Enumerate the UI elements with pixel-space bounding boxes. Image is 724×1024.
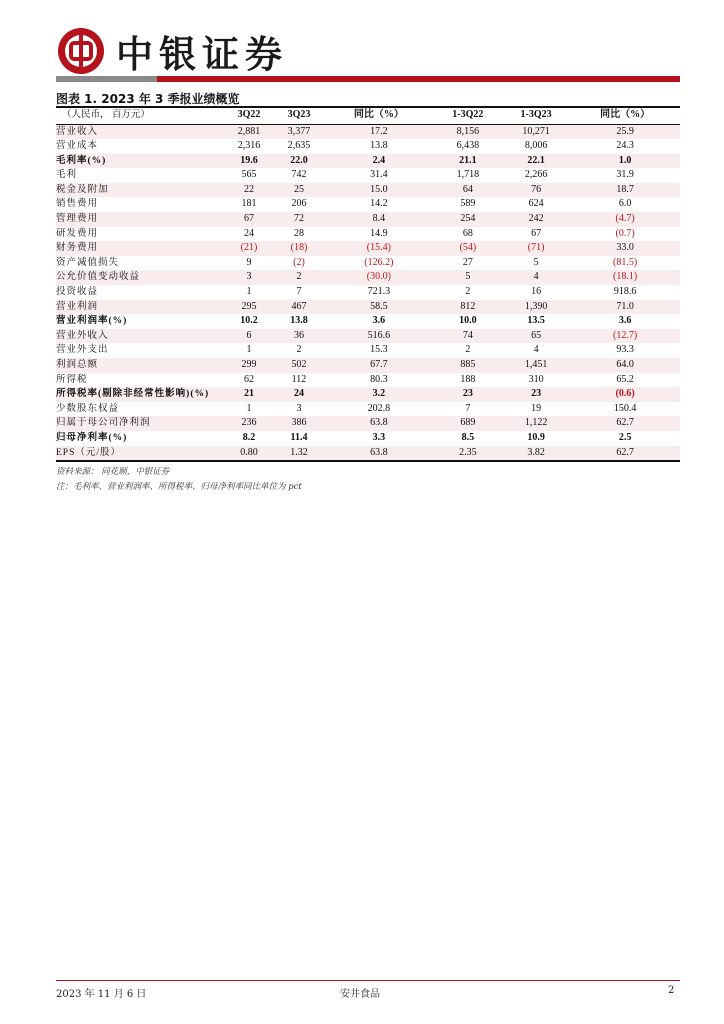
table-cell: 386 — [291, 417, 307, 429]
table-cell: 62 — [243, 373, 254, 385]
table-cell: 15.3 — [370, 344, 388, 356]
table-cell: 67 — [243, 213, 254, 225]
row-label: 所得税 — [56, 374, 88, 385]
row-label: 财务费用 — [56, 243, 99, 254]
table-cell: 62.7 — [616, 417, 634, 429]
table-header-row — [56, 108, 680, 124]
table-cell: 22 — [243, 183, 254, 195]
table-cell: 16 — [531, 286, 542, 298]
table-cell: 5 — [465, 271, 471, 283]
table-cell: 68 — [462, 227, 473, 239]
table-cell: 3,377 — [287, 125, 311, 137]
table-cell: 28 — [293, 227, 304, 239]
table-row — [56, 329, 680, 344]
table-cell: 1,390 — [524, 300, 548, 312]
table-cell: 25 — [293, 183, 304, 195]
table-cell: 3.3 — [372, 431, 386, 443]
table-cell: 0.80 — [240, 446, 258, 458]
table-cell: 6.0 — [618, 198, 632, 210]
table-cell: 63.8 — [370, 446, 388, 458]
table-cell: 295 — [241, 300, 257, 312]
table-cell: 2 — [465, 286, 471, 298]
table-cell: 1.0 — [618, 154, 632, 166]
table-cell: 10.9 — [527, 431, 545, 443]
table-cell: 25.9 — [616, 125, 634, 137]
table-cell: 188 — [460, 373, 476, 385]
table-cell: 2,316 — [237, 140, 261, 152]
table-cell: 1 — [246, 402, 252, 414]
table-row — [56, 416, 680, 431]
table-row — [56, 227, 680, 242]
table-bottom-rule — [56, 460, 680, 462]
table-cell: 63.8 — [370, 417, 388, 429]
table-cell: 10,271 — [522, 125, 550, 137]
table-cell: (2) — [293, 256, 305, 268]
table-cell: 74 — [462, 329, 473, 341]
column-header: （人民币， 百万元） — [62, 110, 150, 121]
table-cell: 22.1 — [527, 154, 545, 166]
table-row — [56, 387, 680, 402]
table-cell: 31.4 — [370, 169, 388, 181]
table-title: 图表 1. 2023 年 3 季报业绩概览 — [56, 92, 240, 106]
table-cell: 2.35 — [459, 446, 477, 458]
table-cell: 11.4 — [290, 431, 308, 443]
table-row — [56, 285, 680, 300]
table-cell: 2,635 — [287, 140, 311, 152]
column-header: 3Q23 — [287, 109, 311, 121]
row-label: 营业收入 — [56, 126, 99, 137]
table-row — [56, 197, 680, 212]
table-cell: (54) — [459, 242, 477, 254]
table-cell: 72 — [293, 213, 304, 225]
table-cell: 19 — [531, 402, 542, 414]
table-row — [56, 241, 680, 256]
table-cell: 62.7 — [616, 446, 634, 458]
table-cell: 67 — [531, 227, 542, 239]
table-cell: 58.5 — [370, 300, 388, 312]
column-header: 同比（%） — [353, 109, 404, 121]
row-label: 归母净利率(%) — [56, 432, 128, 443]
table-row — [56, 168, 680, 183]
table-cell: 918.6 — [613, 286, 637, 298]
table-cell: 467 — [291, 300, 307, 312]
row-label: 公允价值变动收益 — [56, 272, 141, 283]
table-cell: 13.5 — [527, 315, 545, 327]
table-cell: 6 — [246, 329, 252, 341]
row-label: 税金及附加 — [56, 184, 109, 195]
table-cell: 3.82 — [527, 446, 545, 458]
table-cell: 236 — [241, 417, 257, 429]
table-row — [56, 446, 680, 461]
table-cell: 33.0 — [616, 242, 634, 254]
table-cell: 2,266 — [524, 169, 548, 181]
row-label: 营业外支出 — [56, 345, 109, 356]
table-cell: 8,156 — [456, 125, 480, 137]
table-cell: 21.1 — [459, 154, 477, 166]
table-cell: 1,122 — [524, 417, 548, 429]
row-label: 销售费用 — [56, 199, 99, 210]
table-cell: 4 — [533, 344, 539, 356]
table-cell: 15.0 — [370, 183, 388, 195]
table-cell: 6,438 — [456, 140, 480, 152]
table-row — [56, 124, 680, 139]
table-cell: (4.7) — [615, 213, 635, 225]
table-cell: 14.9 — [370, 227, 388, 239]
table-cell: 17.2 — [370, 125, 388, 137]
table-row — [56, 314, 680, 329]
table-row — [56, 431, 680, 446]
table-cell: (12.7) — [613, 329, 638, 341]
table-cell: 589 — [460, 198, 476, 210]
table-cell: 7 — [296, 286, 302, 298]
table-cell: 31.9 — [616, 169, 634, 181]
table-cell: 721.3 — [367, 286, 391, 298]
table-cell: 742 — [291, 169, 307, 181]
table-cell: 10.2 — [240, 315, 258, 327]
table-cell: 27 — [462, 256, 473, 268]
header-divider-gray — [56, 76, 157, 82]
table-cell: 36 — [293, 329, 304, 341]
brand-name: 中银证券 — [116, 33, 288, 76]
table-cell: 3.6 — [618, 315, 632, 327]
row-label: 少数股东权益 — [56, 403, 120, 414]
table-cell: 624 — [528, 198, 544, 210]
table-cell: 1.32 — [290, 446, 308, 458]
table-row — [56, 358, 680, 373]
table-cell: (15.4) — [366, 242, 391, 254]
table-row — [56, 343, 680, 358]
table-cell: 1 — [246, 286, 252, 298]
table-cell: 19.6 — [240, 154, 258, 166]
footer-divider — [56, 980, 680, 981]
row-label: 投资收益 — [56, 287, 99, 298]
row-label: 毛利率(%) — [56, 155, 107, 166]
table-cell: 93.3 — [616, 344, 634, 356]
table-cell: 8.5 — [461, 431, 475, 443]
table-cell: 80.3 — [370, 373, 388, 385]
table-cell: 2 — [465, 344, 471, 356]
table-cell: 502 — [291, 359, 307, 370]
table-cell: 150.4 — [613, 402, 637, 414]
table-cell: 8.2 — [242, 431, 256, 443]
table-cell: 76 — [531, 183, 542, 195]
table-cell: 14.2 — [370, 198, 388, 210]
earnings-table — [56, 108, 680, 460]
row-label: 营业成本 — [56, 141, 99, 152]
bank-of-china-logo-icon — [56, 26, 106, 76]
column-header: 1-3Q23 — [520, 109, 552, 121]
table-cell: 689 — [460, 417, 476, 429]
row-label: 利润总额 — [56, 360, 99, 370]
row-label: 归属于母公司净利润 — [56, 418, 151, 429]
table-row — [56, 373, 680, 388]
table-cell: 64.0 — [616, 359, 634, 370]
table-cell: 516.6 — [367, 329, 391, 341]
row-label: 管理费用 — [56, 214, 99, 225]
table-cell: 3.6 — [372, 315, 386, 327]
table-row — [56, 300, 680, 315]
table-cell: 24.3 — [616, 140, 634, 152]
table-row — [56, 256, 680, 271]
column-header: 3Q22 — [237, 109, 261, 121]
row-label: 所得税率(剔除非经常性影响)(%) — [56, 389, 210, 400]
table-cell: 242 — [528, 213, 544, 225]
table-cell: 71.0 — [616, 300, 634, 312]
table-cell: 2,881 — [237, 125, 261, 137]
table-cell: 206 — [291, 198, 307, 210]
table-cell: 67.7 — [370, 359, 388, 370]
table-cell: 13.8 — [290, 315, 308, 327]
column-header: 同比（%） — [600, 109, 651, 121]
table-cell: 1,718 — [456, 169, 480, 181]
table-cell: 24 — [293, 388, 304, 400]
table-row — [56, 270, 680, 285]
table-cell: 21 — [243, 388, 254, 400]
table-cell: 2.5 — [618, 431, 632, 443]
table-cell: 8,006 — [524, 140, 548, 152]
footer-company: 安井食品 — [340, 989, 380, 1000]
table-cell: 23 — [531, 388, 542, 400]
table-cell: 8.4 — [372, 213, 386, 225]
table-cell: (18.1) — [613, 271, 638, 283]
table-cell: 1 — [246, 344, 252, 356]
table-cell: 3.2 — [372, 388, 386, 400]
table-cell: 254 — [460, 213, 476, 225]
column-header: 1-3Q22 — [452, 109, 484, 121]
table-cell: (0.7) — [615, 227, 635, 239]
header-divider-red — [157, 76, 680, 82]
row-label: 营业外收入 — [56, 330, 109, 341]
table-cell: 310 — [528, 373, 544, 385]
table-row — [56, 212, 680, 227]
table-cell: 64 — [462, 183, 473, 195]
table-cell: 1,451 — [524, 359, 548, 370]
table-cell: 181 — [241, 198, 257, 210]
table-cell: 885 — [460, 359, 476, 370]
table-cell: 112 — [291, 373, 307, 385]
table-cell: 65 — [531, 329, 542, 341]
table-row — [56, 139, 680, 154]
table-cell: 24 — [243, 227, 254, 239]
row-label: 毛利 — [56, 170, 78, 181]
footnote: 注：毛利率、营业利润率、所得税率、归母净利率同比单位为 pct — [56, 482, 302, 492]
table-cell: 2 — [296, 344, 302, 356]
table-cell: (81.5) — [613, 256, 638, 268]
table-cell: 812 — [460, 300, 476, 312]
table-cell: (21) — [240, 242, 258, 254]
row-label: EPS（元/股） — [56, 447, 122, 458]
header-logo — [56, 25, 288, 77]
table-cell: 299 — [241, 359, 257, 370]
table-cell: 65.2 — [616, 373, 634, 385]
table-cell: 23 — [462, 388, 473, 400]
row-label: 营业利润 — [56, 301, 99, 312]
table-cell: 2 — [296, 271, 302, 283]
table-cell: (126.2) — [364, 256, 394, 268]
table-row — [56, 154, 680, 169]
table-cell: 3 — [246, 271, 252, 283]
footer-date: 2023 年 11 月 6 日 — [56, 989, 147, 1000]
row-label: 研发费用 — [56, 228, 99, 239]
page-number: 2 — [668, 985, 675, 996]
source-note: 资料来源： 同花顺，中银证券 — [56, 467, 170, 477]
table-cell: 7 — [465, 402, 471, 414]
table-cell: 3 — [296, 402, 302, 414]
table-cell: 10.0 — [459, 315, 477, 327]
table-cell: 2.4 — [372, 154, 386, 166]
table-cell: (71) — [527, 242, 545, 254]
table-cell: 9 — [246, 256, 252, 268]
row-label: 营业利润率(%) — [56, 316, 128, 327]
table-cell: (30.0) — [366, 271, 391, 283]
table-cell: (0.6) — [615, 388, 635, 400]
table-cell: 5 — [533, 256, 539, 268]
table-cell: 565 — [241, 169, 257, 181]
table-cell: 22.0 — [290, 154, 308, 166]
table-cell: 18.7 — [616, 183, 634, 195]
row-label: 资产减值损失 — [56, 257, 120, 268]
table-cell: 202.8 — [367, 402, 391, 414]
table-row — [56, 402, 680, 417]
table-row — [56, 183, 680, 198]
table-cell: (18) — [290, 242, 308, 254]
table-cell: 13.8 — [370, 140, 388, 152]
table-cell: 4 — [533, 271, 539, 283]
